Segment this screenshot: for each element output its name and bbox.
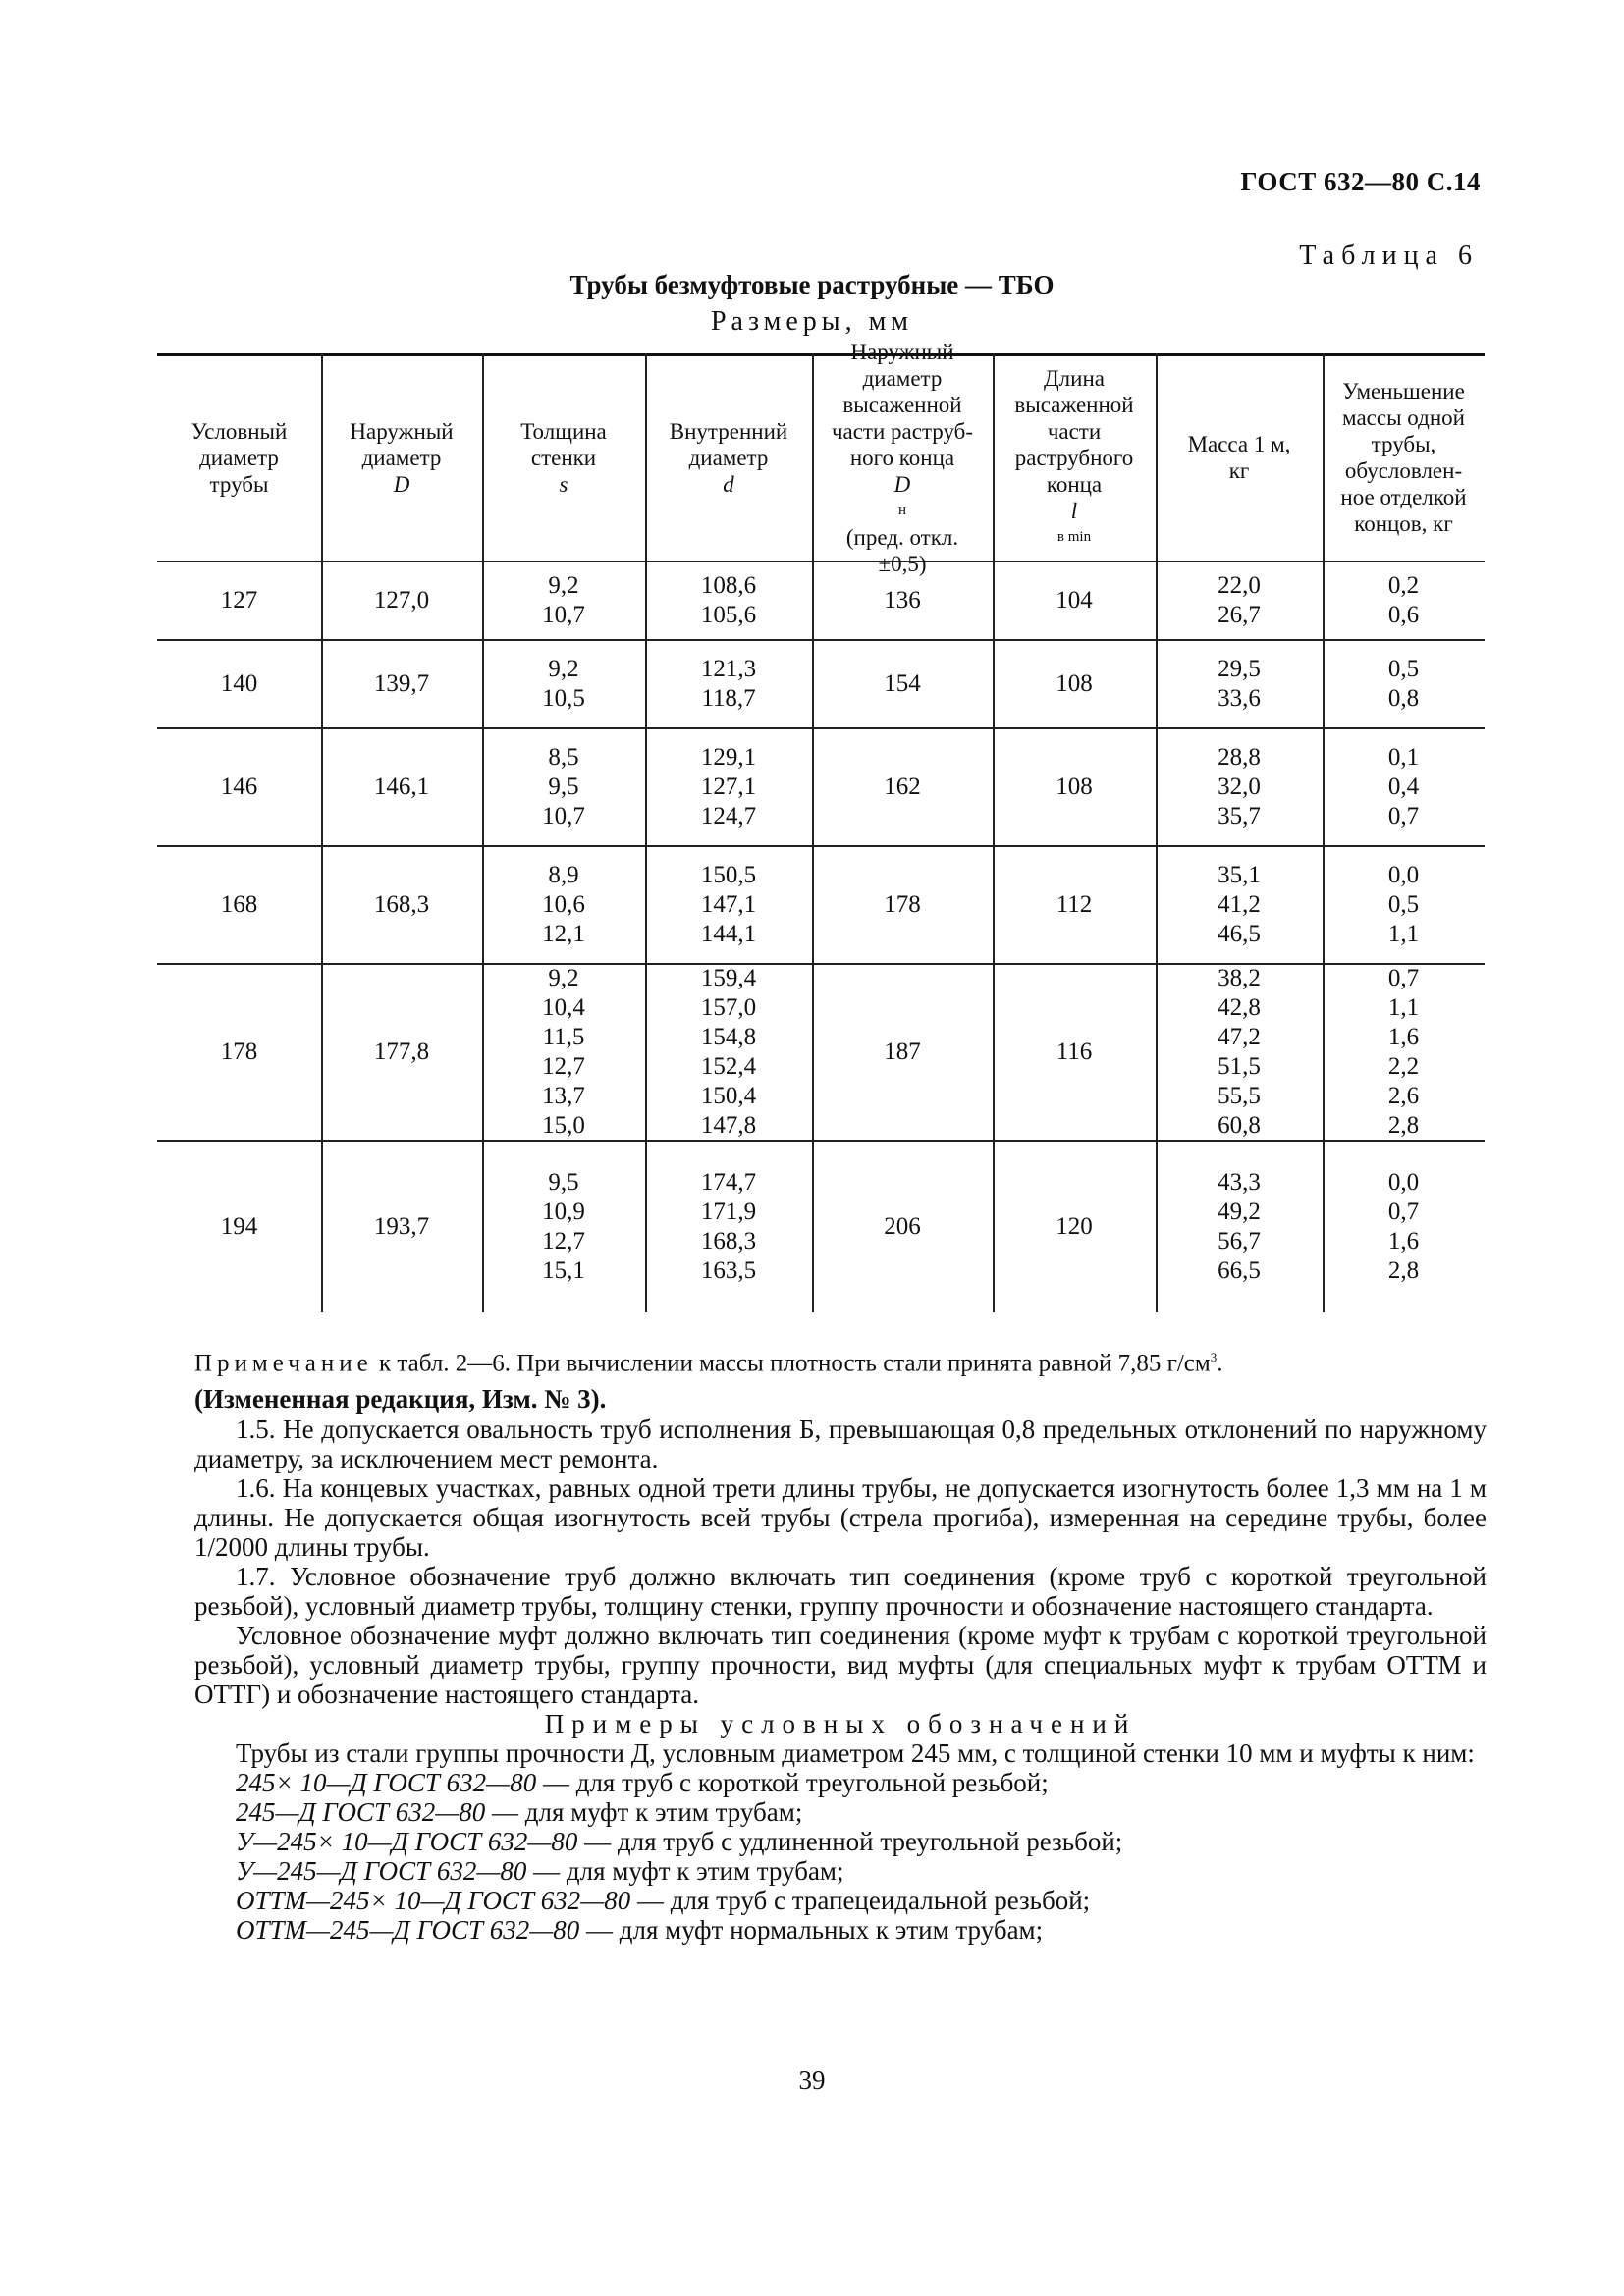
cell-outer: 168,3	[373, 891, 430, 918]
cell-nominal: 178	[220, 1039, 258, 1065]
header-inner-diameter: Внутренний диаметр d	[669, 418, 788, 497]
example-item: У—245—Д ГОСТ 632—80 — для муфт к этим трубам;	[236, 1856, 844, 1887]
cell-inner: 108,6 105,6	[700, 572, 757, 628]
cell-inner: 150,5 147,1 144,1	[700, 862, 757, 947]
page-header: ГОСТ 632—80 С.14	[1240, 167, 1481, 196]
example-item: 245× 10—Д ГОСТ 632—80 — для труб с короткой треугольной резьбой;	[236, 1768, 1049, 1798]
cell-outer: 139,7	[373, 670, 430, 697]
cell-nominal: 146	[220, 774, 258, 800]
cell-upset-diameter: 178	[884, 891, 921, 918]
paragraph-1-5: 1.5. Не допускается овальность труб исполнения Б, превышающая 0,8 предельных отклонений по наружному диаметру, за исключением мест ремонта.	[194, 1415, 1487, 1474]
header-mass: Масса 1 м, кг	[1187, 432, 1291, 483]
cell-upset-length: 108	[1056, 670, 1093, 697]
header-wall-thickness: Толщина стенки s	[520, 418, 607, 497]
cell-wall: 8,9 10,6 12,1	[542, 862, 585, 947]
cell-inner: 174,7 171,9 168,3 163,5	[700, 1169, 757, 1284]
cell-upset-length: 112	[1056, 891, 1093, 918]
cell-upset-length: 108	[1056, 774, 1093, 800]
cell-reduction: 0,2 0,6	[1387, 572, 1420, 628]
header-upset-diameter: Наружный диаметр высаженной части раструб- ного конца D н (пред. откл. ±0,5)	[831, 339, 974, 576]
header-nominal-diameter: Условный диаметр трубы	[190, 418, 288, 497]
cell-inner: 129,1 127,1 124,7	[700, 744, 757, 829]
cell-reduction: 0,0 0,5 1,1	[1387, 862, 1420, 947]
example-item: У—245× 10—Д ГОСТ 632—80 — для труб с удлиненной треугольной резьбой;	[236, 1827, 1123, 1857]
cell-upset-diameter: 187	[884, 1039, 921, 1065]
cell-nominal: 194	[220, 1213, 258, 1240]
cell-reduction: 0,1 0,4 0,7	[1387, 744, 1420, 829]
cell-inner: 121,3 118,7	[700, 656, 757, 712]
examples-title: Примеры условных обозначений	[544, 1709, 1137, 1739]
cell-mass: 22,0 26,7	[1218, 572, 1261, 628]
cell-wall: 9,2 10,7	[542, 572, 585, 628]
cell-mass: 43,3 49,2 56,7 66,5	[1218, 1169, 1261, 1284]
cell-upset-diameter: 206	[884, 1213, 921, 1240]
cell-upset-diameter: 136	[884, 587, 921, 614]
table-label: Таблица 6	[1299, 240, 1479, 271]
cell-reduction: 0,0 0,7 1,6 2,8	[1387, 1169, 1420, 1284]
paragraph-1-7: 1.7. Условное обозначение труб должно включать тип соединения (кроме труб с короткой треугольной резьбой), условный диаметр трубы, толщину стенки, группу прочности и обозначение настоящего стандарта.	[194, 1562, 1487, 1622]
cell-mass: 38,2 42,8 47,2 51,5 55,5 60,8	[1218, 965, 1261, 1139]
table-note: Примечание к табл. 2—6. При вычислении массы плотность стали принята равной 7,85 $г/см^3$.	[194, 1350, 1223, 1377]
cell-inner: 159,4 157,0 154,8 152,4 150,4 147,8	[700, 965, 757, 1139]
header-outer-diameter: Наружный диаметр D	[350, 418, 454, 497]
cell-wall: 9,2 10,4 11,5 12,7 13,7 15,0	[542, 965, 585, 1139]
table-title: Трубы безмуфтовые раструбные — ТБО	[569, 270, 1055, 299]
cell-wall: 9,5 10,9 12,7 15,1	[542, 1169, 585, 1284]
cell-upset-diameter: 162	[884, 774, 921, 800]
table-units: Размеры, мм	[710, 306, 914, 337]
cell-mass: 29,5 33,6	[1218, 656, 1261, 712]
header-upset-length: Длина высаженной части раструбного конца l в min	[1014, 365, 1134, 545]
cell-wall: 8,5 9,5 10,7	[542, 744, 585, 829]
cell-reduction: 0,5 0,8	[1387, 656, 1420, 712]
cell-mass: 28,8 32,0 35,7	[1218, 744, 1261, 829]
paragraph-1-7-couplings: Условное обозначение муфт должно включать тип соединения (кроме муфт к трубам с короткой треугольной резьбой), условный диаметр трубы, группу прочности, вид муфты (для специальных муфт к трубам ОТТМ и ОТТГ) и обозначение настоящего стандарта.	[194, 1621, 1487, 1710]
dimensions-table	[157, 339, 1485, 1312]
paragraph-1-6: 1.6. На концевых участках, равных одной трети длины трубы, не допускается изогнутость более 1,3 мм на 1 м длины. Не допускается общая изогнутость всей трубы (стрела прогиба), измеренная на середине трубы, более 1/2000 длины трубы.	[194, 1473, 1487, 1563]
header-mass-reduction: Уменьшение массы одной трубы, обусловлен- ное отделкой концов, кг	[1340, 379, 1467, 536]
cell-nominal: 168	[220, 891, 258, 918]
cell-upset-length: 116	[1056, 1039, 1093, 1065]
cell-nominal: 127	[220, 587, 258, 614]
example-item: 245—Д ГОСТ 632—80 — для муфт к этим трубам;	[236, 1797, 803, 1828]
amendment-note: (Измененная редакция, Изм. № 3).	[194, 1384, 607, 1415]
cell-outer: 177,8	[373, 1039, 430, 1065]
cell-upset-length: 104	[1056, 587, 1093, 614]
examples-intro: Трубы из стали группы прочности Д, условным диаметром 245 мм, с толщиной стенки 10 мм и муфты к ним:	[236, 1738, 1475, 1769]
cell-upset-diameter: 154	[884, 670, 921, 697]
example-item: ОТТМ—245—Д ГОСТ 632—80 — для муфт нормальных к этим трубам;	[236, 1915, 1044, 1946]
body-text	[194, 1343, 1487, 1945]
page-number: 39	[798, 2065, 826, 2095]
cell-mass: 35,1 41,2 46,5	[1218, 862, 1261, 947]
cell-outer: 146,1	[373, 774, 430, 800]
cell-reduction: 0,7 1,1 1,6 2,2 2,6 2,8	[1387, 965, 1420, 1139]
cell-wall: 9,2 10,5	[542, 656, 585, 712]
cell-outer: 127,0	[373, 587, 430, 614]
cell-nominal: 140	[220, 670, 258, 697]
cell-upset-length: 120	[1056, 1213, 1093, 1240]
example-item: ОТТМ—245× 10—Д ГОСТ 632—80 — для труб с трапецеидальной резьбой;	[236, 1886, 1091, 1916]
cell-outer: 193,7	[373, 1213, 430, 1240]
